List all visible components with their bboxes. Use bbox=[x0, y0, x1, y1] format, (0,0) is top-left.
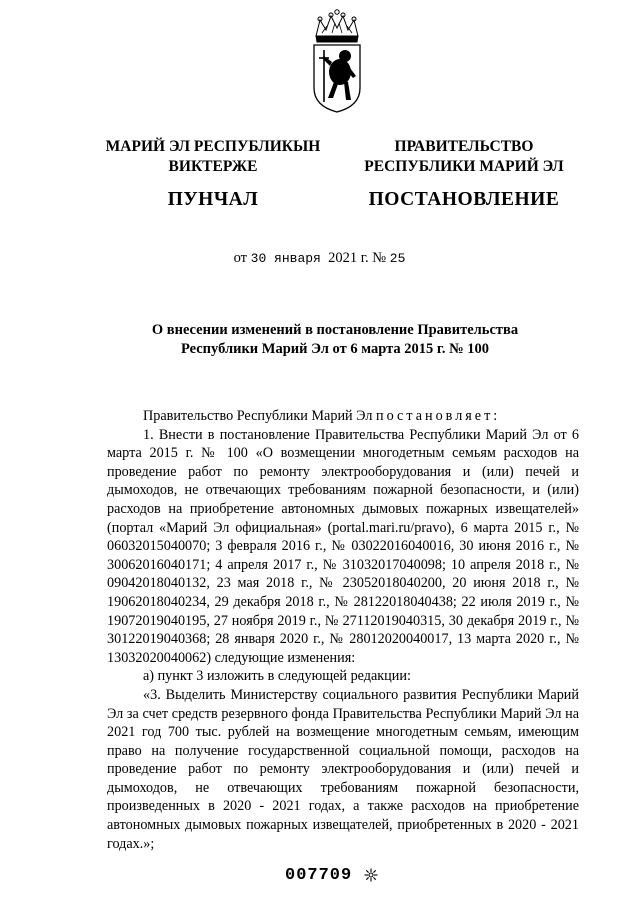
preamble-paragraph bbox=[107, 407, 579, 426]
document-body bbox=[107, 407, 579, 853]
header-left-line2: ВИКТЕРЖЕ bbox=[168, 158, 258, 175]
coat-of-arms-emblem bbox=[302, 6, 372, 116]
form-serial-number: 007709 bbox=[285, 866, 353, 885]
date-day-month: 30 января bbox=[250, 251, 321, 266]
date-prefix: от bbox=[233, 250, 248, 266]
header-left-line1: МАРИЙ ЭЛ РЕСПУБЛИКЫН bbox=[105, 138, 321, 155]
title-line2: Республики Марий Эл от 6 марта 2015 г. № 100 bbox=[180, 341, 490, 357]
header-right-doc-type: ПОСТАНОВЛЕНИЕ bbox=[368, 189, 560, 210]
title-line1: О внесении изменений в постановление Правительства bbox=[151, 322, 519, 338]
preamble-text: Правительство Республики Марий Эл bbox=[143, 408, 376, 424]
header-right-block bbox=[346, 137, 582, 210]
decorative-ornament-icon bbox=[364, 868, 378, 882]
header-left-doc-type: ПУНЧАЛ bbox=[167, 189, 259, 210]
preamble-spaced-word: постановляет: bbox=[375, 408, 501, 424]
document-number: 25 bbox=[389, 251, 406, 266]
header-left-block bbox=[88, 137, 338, 210]
header-right-line1: ПРАВИТЕЛЬСТВО bbox=[394, 138, 534, 155]
paragraph-2: а) пункт 3 изложить в следующей редакции: bbox=[143, 668, 411, 685]
date-year: 2021 г. № bbox=[328, 250, 387, 266]
date-line bbox=[0, 250, 639, 267]
paragraph-1: 1. Внести в постановление Правительства Республики Марий Эл от 6 марта 2015 г. № 100 «О возмещении многодетным семьям расходов на проведение работ по ремонту электрооборудования и (или) печей и дымоходов, не отвечающих требованиям пожарной безопасности, и (или) расходов на приобретение автономных дымовых пожарных извещателей» (портал «Марий Эл официальная» (portal.mari.ru/pravo), 6 марта 2015 г., № 06032015040070; 3 февраля 2016 г., № 03022016040016, 30 июня 2016 г., № 30062016040171; 4 апреля 2017 г., № 31032017040098; 10 апреля 2018 г., № 09042018040132, 23 мая 2018 г., № 23052018040200, 20 июня 2018 г., № 19062018040234, 29 декабря 2018 г., № 28122018040438; 22 июля 2019 г., № 19072019040195, 27 ноября 2019 г., № 27112019040315, 30 декабря 2019 г., № 30122019040368; 28 января 2020 г., № 28012020040017, 13 марта 2020 г., № 13032020040062) следующие изменения: bbox=[107, 426, 579, 666]
paragraph-3: «3. Выделить Министерству социального развития Республики Марий Эл за счет средств резервного фонда Правительства Республики Марий Эл на 2021 год 700 тыс. рублей на возмещение многодетным семьям, имеющим право на получение государственной социальной помощи, расходов на проведение работ по ремонту электрооборудования и (или) печей и дымоходов, не отвечающих требованиям пожарной безопасности, произведенных в 2020 - 2021 годах, а также расходов на приобретение автономных дымовых пожарных извещателей, приобретенных в 2020 - 2021 годах.»; bbox=[107, 686, 579, 852]
header-right-line2: РЕСПУБЛИКИ МАРИЙ ЭЛ bbox=[364, 158, 564, 175]
document-title bbox=[100, 321, 570, 359]
